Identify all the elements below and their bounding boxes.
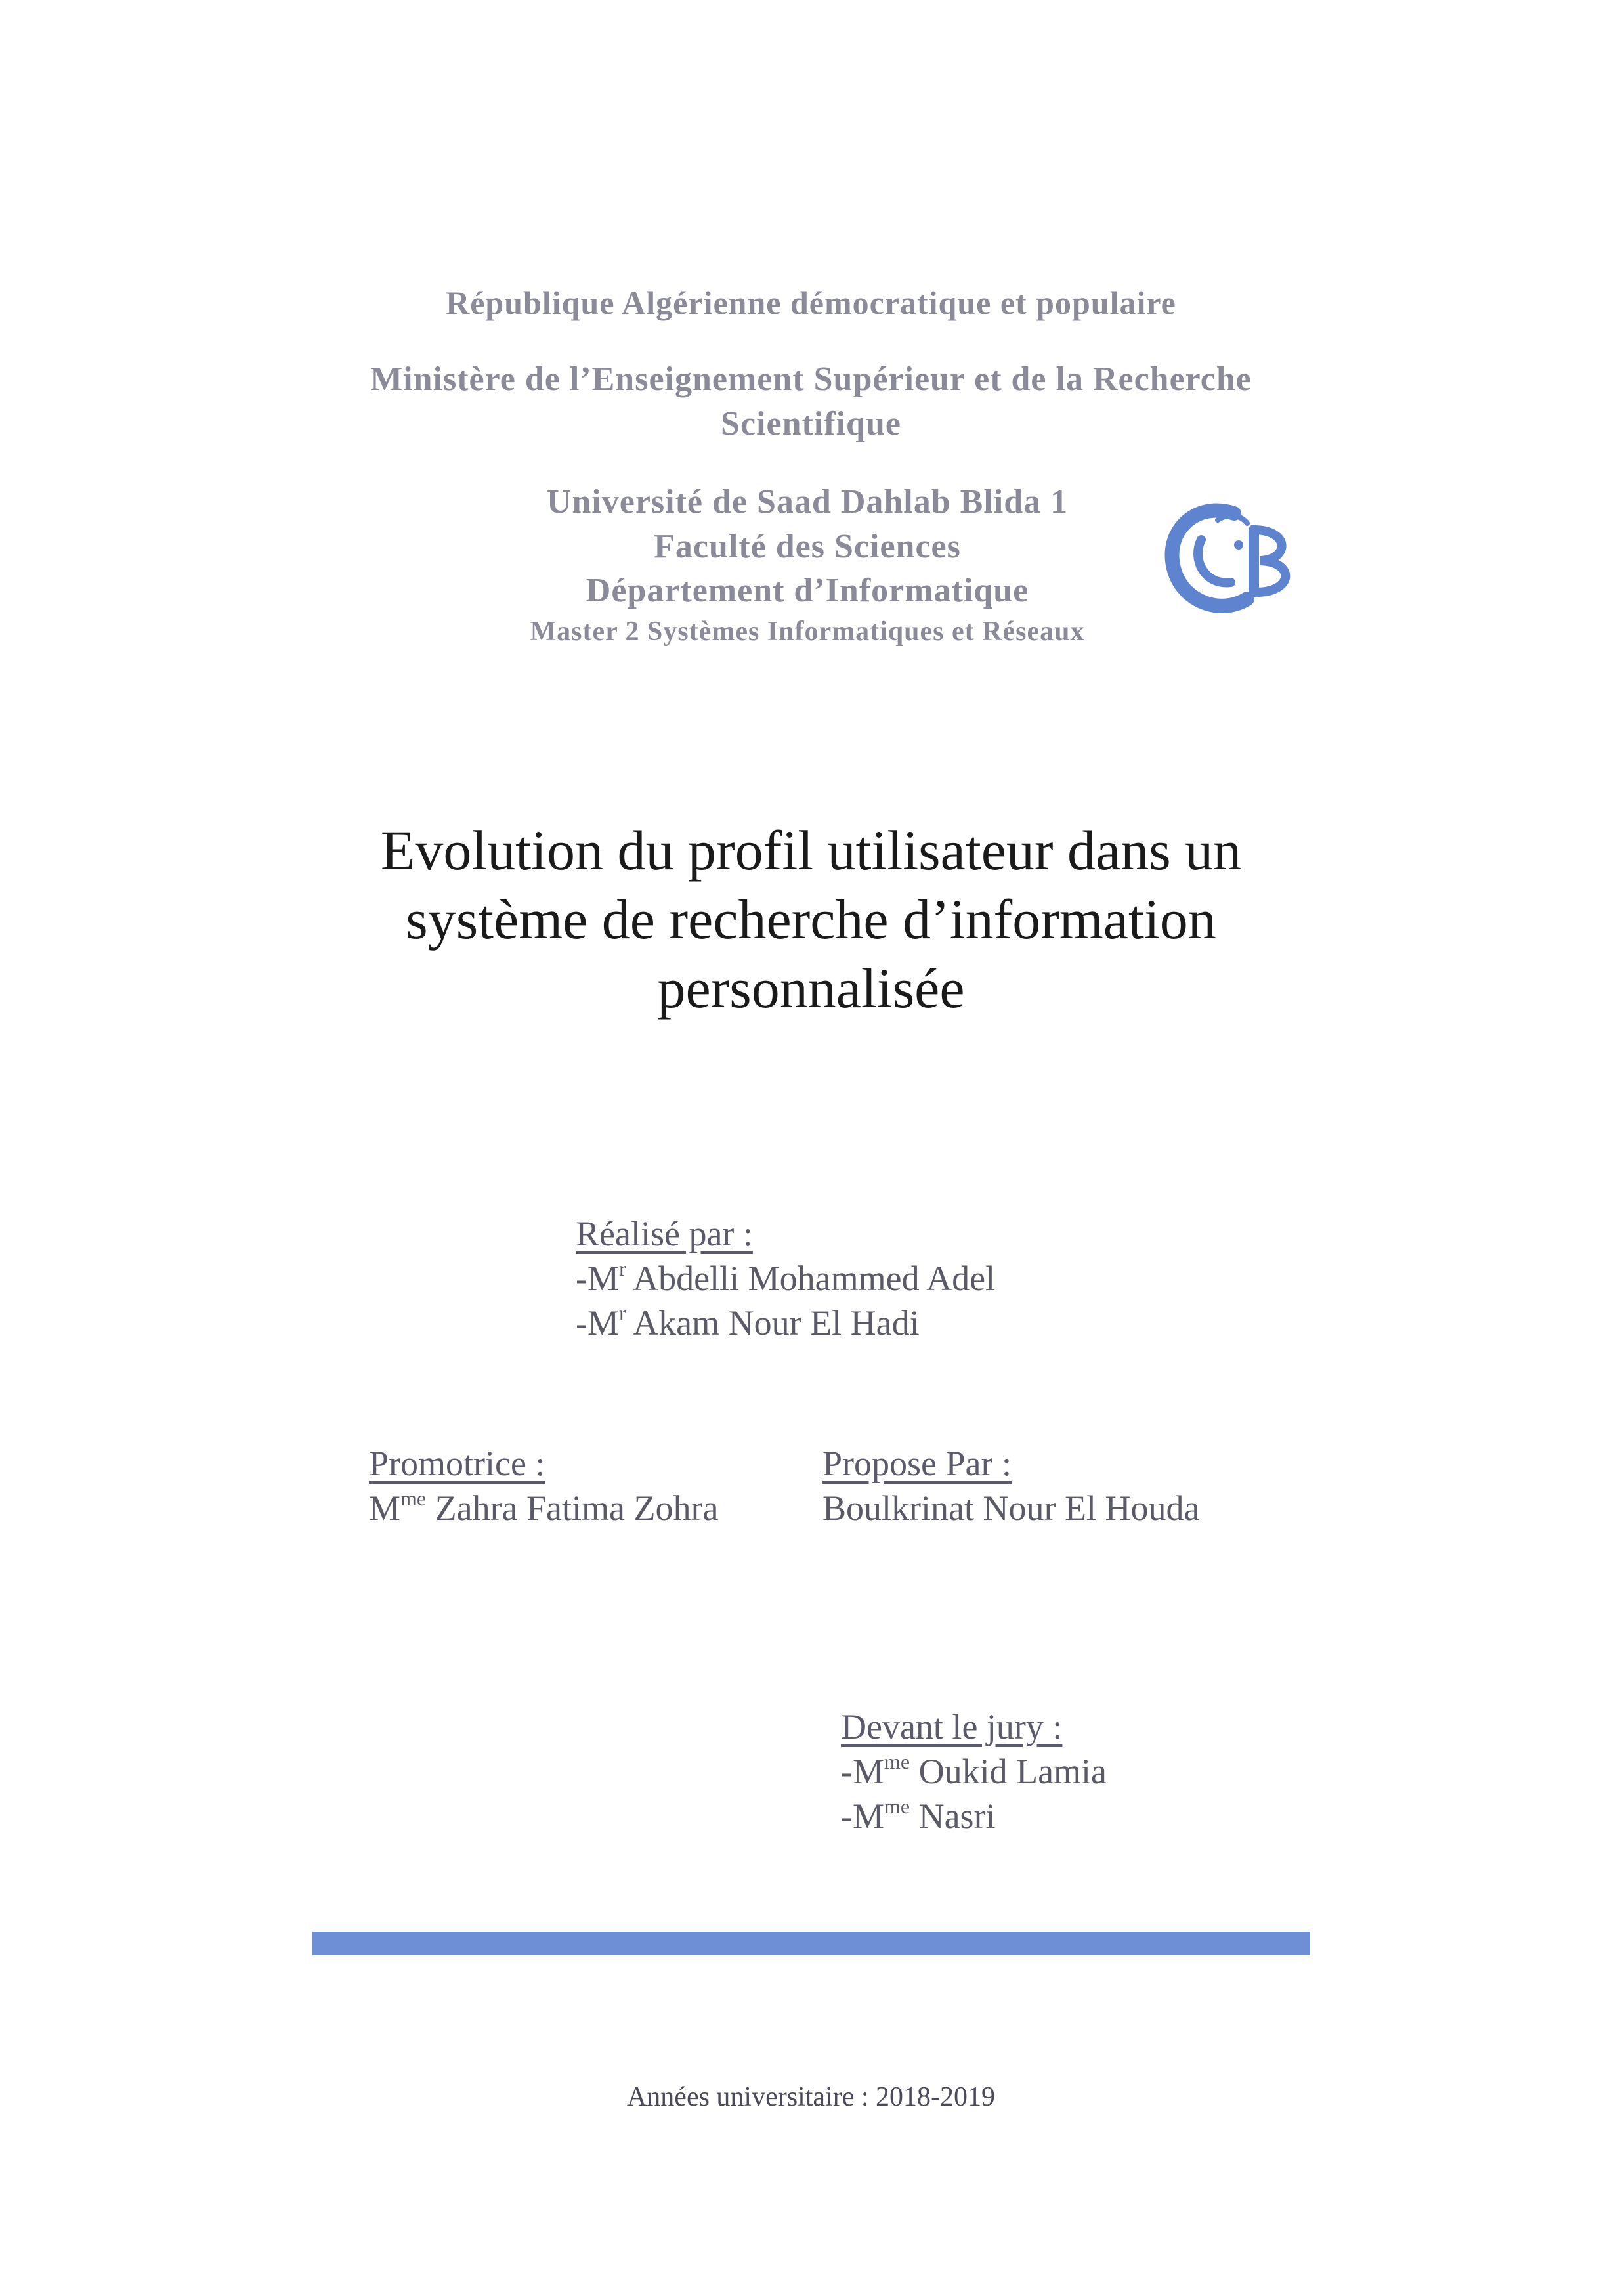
faculty-name: Faculté des Sciences bbox=[654, 528, 961, 565]
authors-heading: Réalisé par : bbox=[576, 1214, 753, 1253]
propose-heading: Propose Par : bbox=[822, 1444, 1012, 1483]
jury-member-name: Nasri bbox=[918, 1796, 996, 1836]
thesis-title-line2: système de recherche d’information bbox=[406, 888, 1216, 951]
jury-block bbox=[841, 1704, 1107, 1838]
authors-block bbox=[576, 1211, 995, 1345]
author-row: $-M^r$ Abdelli Mohammed Adel bbox=[576, 1257, 996, 1298]
academic-year: Années universitaire : 2018-2019 bbox=[626, 2082, 996, 2112]
propose-name: Boulkrinat Nour El Houda bbox=[822, 1488, 1200, 1528]
promotrice-name: Zahra Fatima Zohra bbox=[435, 1488, 719, 1528]
jury-member-row: $-M^{me}$ Oukid Lamia bbox=[841, 1750, 1107, 1791]
university-name: Université de Saad Dahlab Blida 1 bbox=[546, 483, 1069, 521]
jury-member-row: $-M^{me}$ Nasri bbox=[841, 1794, 996, 1836]
author-name: Akam Nour El Hadi bbox=[633, 1303, 920, 1343]
author-row: $-M^r$ Akam Nour El Hadi bbox=[576, 1301, 920, 1343]
jury-member-name: Oukid Lamia bbox=[918, 1752, 1107, 1791]
republic-heading: République Algérienne démocratique et populaire bbox=[446, 284, 1176, 321]
promotrice-row: $M^{me}$ Zahra Fatima Zohra bbox=[369, 1486, 719, 1528]
propose-block bbox=[822, 1441, 1199, 1530]
ministry-heading-line1: Ministère de l’Enseignement Supérieur et de la Recherche bbox=[370, 360, 1252, 398]
divider-bar bbox=[312, 1932, 1310, 1955]
department-name: Département d’Informatique bbox=[586, 572, 1029, 609]
thesis-title-line1: Evolution du profil utilisateur dans un bbox=[380, 819, 1242, 882]
thesis-title-line3: personnalisée bbox=[657, 957, 965, 1020]
ministry-heading-line2: Scientifique bbox=[721, 405, 901, 443]
master-program: Master 2 Systèmes Informatiques et Réseaux bbox=[530, 617, 1085, 647]
promotrice-block bbox=[369, 1441, 718, 1530]
jury-heading: Devant le jury : bbox=[841, 1707, 1063, 1746]
author-name: Abdelli Mohammed Adel bbox=[633, 1259, 996, 1298]
university-blida-logo bbox=[1155, 494, 1300, 625]
promotrice-heading: Promotrice : bbox=[369, 1444, 545, 1483]
